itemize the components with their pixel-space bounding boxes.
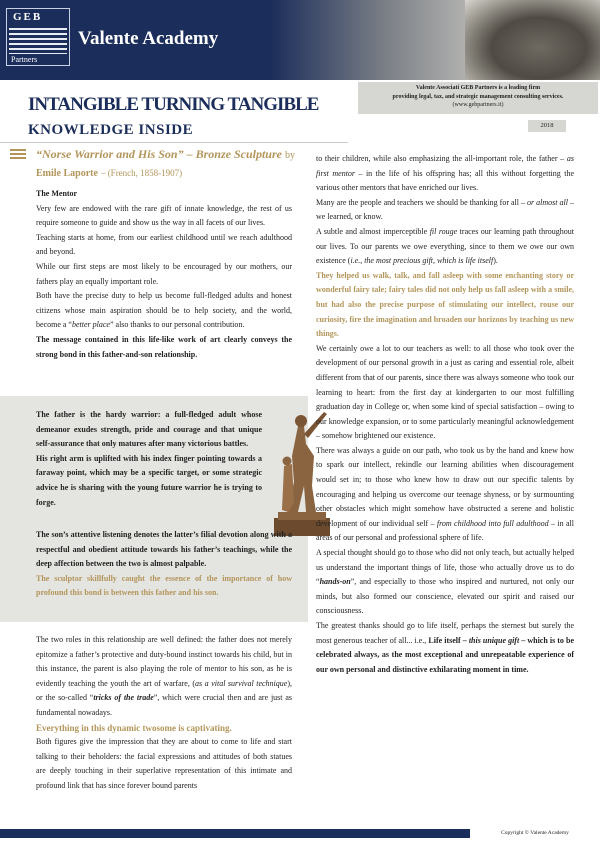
firm-info-box	[358, 82, 598, 114]
highlight-paragraph: The father is the hardy warrior: a full-fledged adult whose demeanor exudes strength, pride and courage and that unique self-assurance that only matures after many victorious battles.	[36, 410, 262, 449]
highlight-gold: The sculptor skillfully caught the essence of the importance of how profound this bond is between this father and his son.	[36, 573, 292, 598]
right-paragraph: There was always a guide on our path, who took us by the hand and knew how to spark our intellect, rekindle our learning abilities when discouragement would set in; to those who knew how to draw out our specific talents by encouraging and helping us overcome our teenage shyness, or by surmounting other obstacles which might somehow have obstructed a serene and holistic development of our individual self – from childhood into full adulthood – in all areas of our personal and professional sphere of life.	[316, 445, 575, 543]
header-band	[0, 0, 600, 80]
right-paragraph: A subtle and almost imperceptible fil rouge traces our learning path throughout our lives. To our parents we owe everything, since to them we owe our own existence (i.e., the most precious gift, which is life itself).	[316, 226, 574, 266]
academy-name: Valente Academy	[78, 28, 219, 49]
right-column	[316, 152, 574, 677]
artwork-name: “Norse Warrior and His Son” – Bronze Sculpture	[36, 147, 282, 161]
logo-bottom-text: Partners	[11, 55, 38, 64]
statue-head-image	[465, 0, 600, 80]
page-title: INTANGIBLE TURNING TANGIBLE	[28, 94, 319, 115]
logo-top-text: GEB	[13, 11, 43, 23]
section-heading: The Mentor	[36, 189, 78, 198]
firm-info-line1: Valente Associati GEB Partners is a leading firm	[415, 85, 541, 91]
artwork-author: Emile Laporte	[36, 168, 98, 179]
highlight-text-wide	[36, 528, 292, 601]
left-paragraph: Teaching starts at home, from our earliest childhood until we reach adulthood and beyond.	[36, 232, 292, 257]
logo-stripes	[9, 28, 67, 54]
year-badge: 2018	[528, 120, 566, 132]
highlight-text	[36, 408, 262, 510]
right-paragraph-final: The greatest thanks should go to life itself, perhaps the sternest but surely the most generous teacher of all... i.e., Life itself – this unique gift – which is to be celebrated always, as the most exceptional and unrepeatable experience of our own personal and distinctive exhilarating moment in time.	[316, 621, 574, 674]
firm-info-line2: providing legal, tax, and strategic management consulting services.	[392, 93, 564, 100]
right-gold-paragraph: They helped us walk, talk, and fall asleep with some enchanting story or wonderful fairy tale; fairy tales did not only help us fall asleep with a smile, but had also the precise purpose of stimulating our intellect, rouse our curiosity, fire the imagination and broaden our horizons by teaching us new things.	[316, 270, 574, 339]
left-paragraph: The two roles in this relationship are well defined: the father does not merely epitomize a father’s protective and duty-bound instinct towards his child, but in this instance, the parent is also playing the role of mentor to his son, as he is evidently teaching the youth the art of warfare, (as a vital survival technique), or the so-called “tricks of the trade”, which were crucial then and are just as fundamental nowadays.	[36, 635, 293, 717]
title-divider	[0, 142, 348, 143]
left-paragraph: While our first steps are most likely to be encouraged by our mothers, our fathers play an equally important role.	[36, 261, 292, 286]
right-paragraph: We certainly owe a lot to our teachers as well: to all those who took over the development of our personal growth in a just as caring and essential role, albeit different from that of our parents, since there was always someone who took our learning to heart: from the first day at kindergarten to our most fulfilling graduation day in College or, when some kind of special satisfaction – owing to our knowledge expansion, or to some particularly meaningful acknowledgement – somehow brightened our existence.	[316, 343, 574, 441]
right-paragraph: A special thought should go to those who did not only teach, but actually helped us understand the important things of life, those who actually drove us to do “hands-on”, and especially to those who inspired and nurtured, not only our minds, but also formed our conscience, elevated our spirit and raised our consciousness.	[316, 548, 574, 616]
left-gold-line: Everything in this dynamic twosome is captivating.	[36, 722, 232, 733]
right-paragraph: Many are the people and teachers we should be thanking for all – or almost all – we learned, or know.	[316, 197, 575, 222]
artwork-origin: – (French, 1858-1907)	[100, 168, 183, 178]
left-paragraph-bold: The message contained in this life-like work of art clearly conveys the strong bond in this father-and-son relationship.	[36, 334, 292, 359]
copyright-notice: Copyright © Valente Academy	[470, 827, 600, 839]
page-subtitle: KNOWLEDGE INSIDE	[28, 122, 194, 138]
artwork-by: by	[284, 150, 295, 161]
left-paragraph: Very few are endowed with the rare gift of innate knowledge, the rest of us require someone to guide and show us the way in all facets of our lives.	[36, 203, 292, 228]
left-paragraph: Both figures give the impression that they are about to come to life and start talking to their beholders: the facial expressions and attitudes of both statues are deeply touching in their superlative representation of this intimate and profound link that has since forever bound parents	[36, 737, 292, 790]
menu-icon	[10, 149, 26, 159]
firm-info-url[interactable]: (www.gebpartners.it)	[452, 102, 504, 108]
highlight-paragraph: The son’s attentive listening denotes the latter’s filial devotion along with a respectful and obedient attitude towards his father’s teachings, while the deep affection between the two is almost palpable.	[36, 530, 292, 569]
left-column-lower	[36, 633, 292, 794]
artwork-title	[36, 146, 306, 182]
geb-logo	[6, 8, 70, 66]
right-paragraph: to their children, while also emphasizing the all-important role, the father – as first mentor – in the life of his offspring has; all this without forgetting the various other mentors that have enriched our lives.	[316, 154, 574, 193]
left-paragraph: Both have the precise duty to help us become full-fledged adults and honest citizens whose main aspiration should be to help society, and the world, become a “better place” also thanks to our personal contribution.	[36, 291, 292, 330]
highlight-paragraph: His right arm is uplifted with his index finger pointing towards a faraway point, which may be a specific target, or some strategic advice he is sharing with the young future warrior he is trying to forge.	[36, 453, 262, 507]
left-column	[36, 187, 292, 362]
